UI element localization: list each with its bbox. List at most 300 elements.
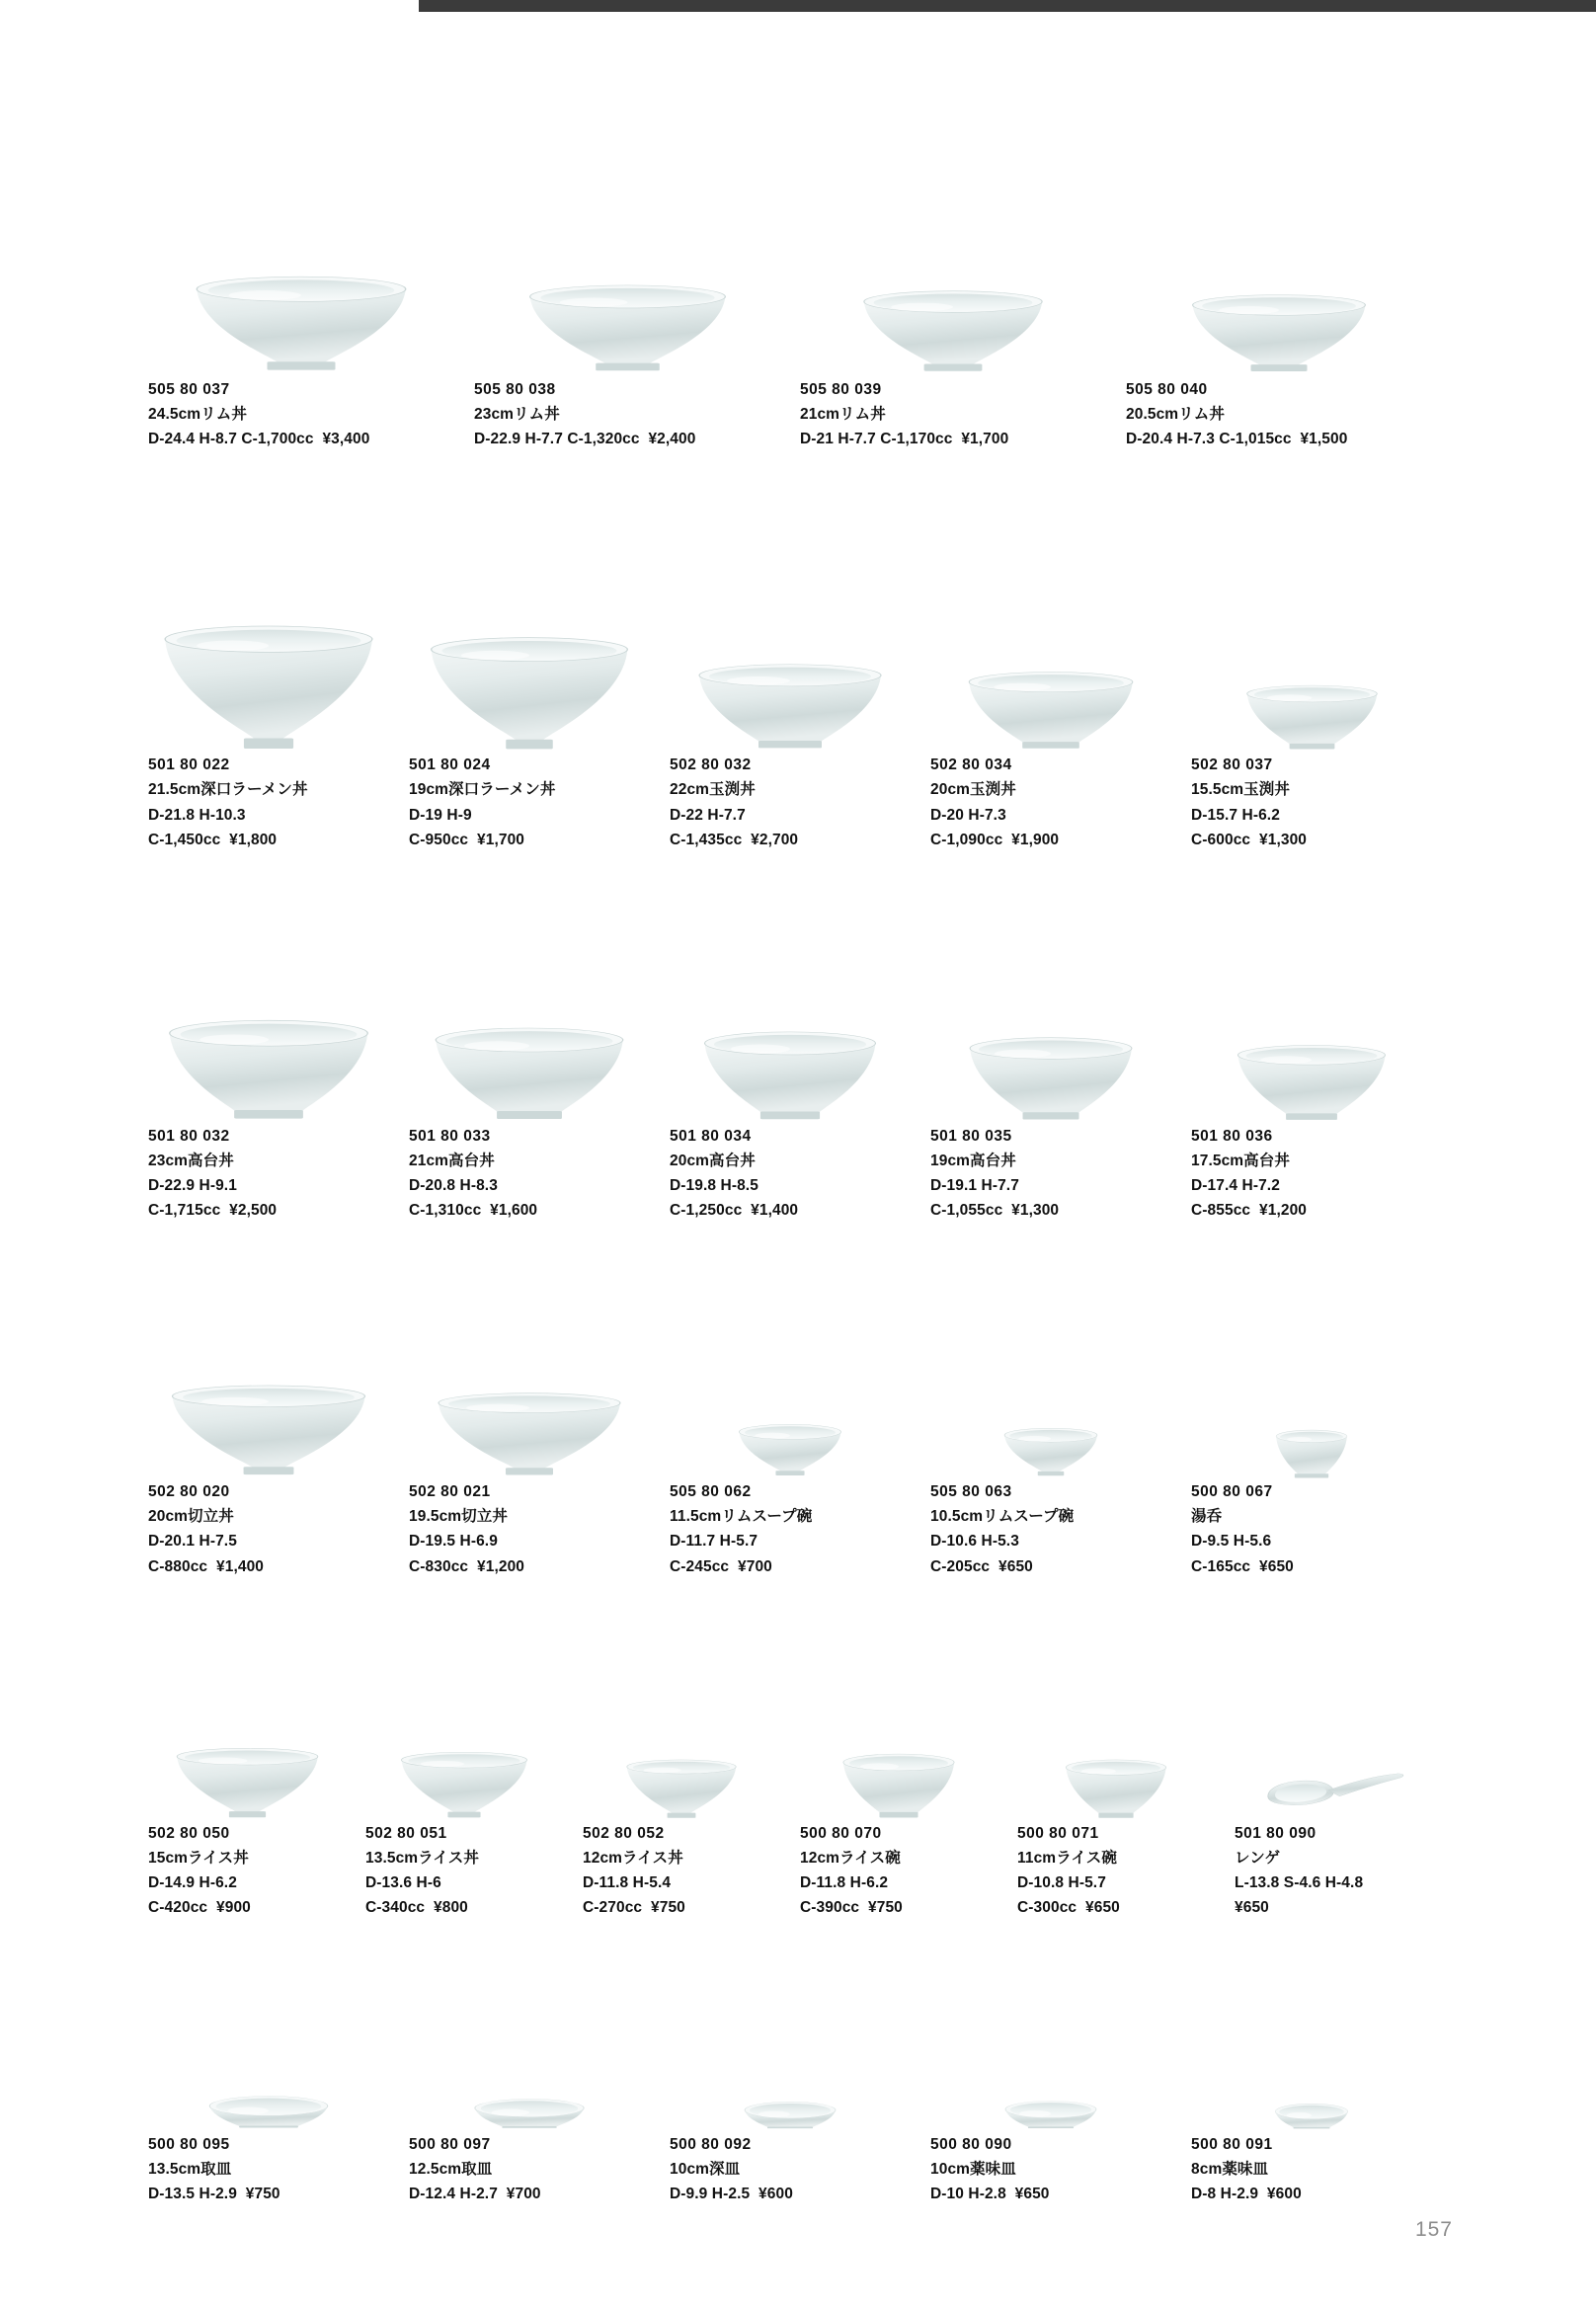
bowl-illustration: [1001, 2100, 1100, 2132]
product-capacity-price: [1235, 1895, 1442, 1920]
product-name: 20cm玉渕丼: [930, 781, 1016, 799]
product-image: [670, 2014, 911, 2132]
product-dimensions: D-24.4 H-8.7 C-1,700cc: [148, 431, 314, 448]
product-price: ¥2,400: [648, 431, 696, 448]
product-capacity: C-1,250cc: [670, 1202, 743, 1220]
product-code: 502 80 050: [148, 1824, 230, 1842]
product-dimensions: D-17.4 H-7.2: [1191, 1176, 1280, 1194]
product-price: ¥750: [868, 1898, 903, 1916]
product-price: ¥1,200: [477, 1557, 525, 1575]
product-capacity: C-420cc: [148, 1898, 208, 1916]
product-caption: [670, 1124, 920, 1223]
product-name: 11.5cmリムスープ碗: [670, 1508, 813, 1526]
product-price: ¥1,500: [1300, 431, 1348, 448]
product-image: [930, 555, 1171, 753]
product-code: 500 80 095: [148, 2136, 230, 2154]
product-image: [148, 951, 389, 1124]
product-code: 505 80 040: [1126, 381, 1208, 398]
product-code: 501 80 022: [148, 756, 230, 774]
product-image: [1191, 2014, 1432, 2132]
product-caption: [800, 377, 1116, 451]
product-dimensions: D-13.5 H-2.9: [148, 2186, 237, 2203]
product-image: [670, 951, 911, 1124]
product-price: ¥1,600: [490, 1202, 538, 1220]
product-capacity-price: [1191, 828, 1442, 852]
product-price: ¥1,800: [229, 831, 278, 848]
product-image: [1191, 1321, 1432, 1479]
product-code: 502 80 034: [930, 756, 1012, 774]
product-cell[interactable]: [148, 170, 474, 451]
product-capacity: C-245cc: [670, 1557, 730, 1575]
product-price: ¥1,400: [751, 1202, 799, 1220]
product-caption: [800, 1821, 1007, 1920]
product-code: 500 80 070: [800, 1824, 882, 1842]
product-capacity-price: [1191, 1554, 1442, 1579]
product-caption: [409, 2132, 660, 2206]
product-capacity-price: [800, 1895, 1007, 1920]
product-price: ¥1,300: [1011, 1202, 1060, 1220]
bowl-illustration: [1262, 1762, 1405, 1821]
product-capacity-price: [148, 828, 399, 852]
product-capacity-price: [583, 1895, 790, 1920]
product-price: ¥650: [1259, 1557, 1294, 1575]
product-cell[interactable]: [1191, 1321, 1452, 1578]
product-caption: [670, 2132, 920, 2206]
product-dimensions: D-19.5 H-6.9: [409, 1533, 498, 1551]
product-capacity: C-270cc: [583, 1898, 643, 1916]
product-dimensions: D-11.8 H-5.4: [583, 1873, 672, 1891]
product-cell[interactable]: [583, 1673, 800, 1920]
product-cell[interactable]: [148, 951, 409, 1223]
product-image: [409, 555, 650, 753]
product-caption: [409, 1124, 660, 1223]
bowl-illustration: [1241, 683, 1383, 753]
page-top-dark-band: [419, 0, 1596, 12]
product-dimensions: D-14.9 H-6.2: [148, 1873, 237, 1891]
product-capacity-price: [148, 1895, 356, 1920]
product-dimensions-price: [800, 427, 1116, 451]
bowl-illustration: [156, 622, 381, 753]
product-caption: [670, 1479, 920, 1578]
product-name: 15cmライス丼: [148, 1849, 249, 1867]
product-caption: [148, 1124, 399, 1223]
product-price: ¥650: [1085, 1898, 1120, 1916]
product-caption: [1191, 1124, 1442, 1223]
product-price: ¥750: [245, 2186, 280, 2203]
product-price: ¥1,700: [477, 831, 525, 848]
product-capacity-price: [148, 1198, 399, 1223]
product-cell[interactable]: [474, 170, 800, 451]
product-price: ¥700: [738, 1557, 772, 1575]
product-image: [1017, 1673, 1215, 1821]
product-caption: [365, 1821, 573, 1920]
product-caption: [409, 753, 660, 851]
product-capacity-price: [670, 1554, 920, 1579]
product-capacity-price: [409, 828, 660, 852]
product-image: [1235, 1673, 1432, 1821]
product-code: 505 80 037: [148, 381, 230, 398]
bowl-illustration: [1272, 2103, 1351, 2132]
product-dimensions: D-19.1 H-7.7: [930, 1176, 1019, 1194]
product-code: 505 80 062: [670, 1483, 752, 1501]
product-dimensions: D-19.8 H-8.5: [670, 1176, 758, 1194]
product-name: 10.5cmリムスープ碗: [930, 1508, 1075, 1526]
product-name: 10cm薬味皿: [930, 2161, 1016, 2179]
product-caption: [930, 2132, 1181, 2206]
product-cell[interactable]: [1017, 1673, 1235, 1920]
product-image: [930, 2014, 1171, 2132]
product-capacity: C-300cc: [1017, 1898, 1077, 1916]
product-capacity-price: [930, 1554, 1181, 1579]
product-name: 10cm深皿: [670, 2161, 741, 2179]
bowl-illustration: [741, 2101, 839, 2132]
product-capacity: C-1,715cc: [148, 1202, 221, 1220]
product-code: 501 80 024: [409, 756, 491, 774]
bowl-illustration: [856, 288, 1050, 377]
product-image: [583, 1673, 780, 1821]
bowl-illustration: [691, 662, 889, 753]
product-name: 12cmライス丼: [583, 1849, 683, 1867]
bowl-illustration: [431, 1391, 628, 1479]
product-name: 13.5cmライス丼: [365, 1849, 479, 1867]
product-dimensions-price: [148, 2182, 399, 2206]
product-code: 502 80 052: [583, 1824, 665, 1842]
product-caption: [1235, 1821, 1442, 1920]
product-dimensions-price: [148, 427, 464, 451]
product-dimensions-price: [670, 2182, 920, 2206]
product-caption: [148, 1479, 399, 1578]
product-code: 505 80 039: [800, 381, 882, 398]
bowl-illustration: [521, 282, 734, 377]
product-price: ¥1,900: [1011, 831, 1060, 848]
product-price: ¥1,700: [961, 431, 1009, 448]
bowl-illustration: [1232, 1043, 1392, 1124]
product-cell[interactable]: [1126, 170, 1452, 451]
product-dimensions: D-10 H-2.8: [930, 2186, 1006, 2203]
product-cell[interactable]: [148, 1321, 409, 1578]
product-capacity: C-1,090cc: [930, 831, 1003, 848]
product-price: ¥650: [1014, 2186, 1050, 2203]
product-caption: [930, 1479, 1181, 1578]
product-capacity-price: [930, 1198, 1181, 1223]
product-name: 17.5cm高台丼: [1191, 1152, 1290, 1169]
product-image: [148, 1321, 389, 1479]
product-cell[interactable]: [930, 2014, 1191, 2206]
page-top-edge: [0, 0, 1596, 12]
product-capacity-price: [365, 1895, 573, 1920]
product-dimensions: D-20.1 H-7.5: [148, 1533, 237, 1551]
product-capacity: C-1,450cc: [148, 831, 221, 848]
product-capacity-price: [930, 828, 1181, 852]
product-dimensions-price: [1191, 2182, 1442, 2206]
product-code: 501 80 090: [1235, 1824, 1317, 1842]
product-dimensions: D-22 H-7.7: [670, 806, 746, 824]
product-caption: [670, 753, 920, 851]
product-row: [148, 170, 1452, 451]
product-dimensions: D-9.5 H-5.6: [1191, 1533, 1272, 1551]
product-image: [670, 555, 911, 753]
product-code: 500 80 067: [1191, 1483, 1273, 1501]
product-name: 19.5cm切立丼: [409, 1508, 508, 1526]
product-dimensions: D-11.8 H-6.2: [800, 1873, 889, 1891]
product-capacity: C-1,310cc: [409, 1202, 482, 1220]
bowl-illustration: [1185, 292, 1373, 377]
product-code: 502 80 021: [409, 1483, 491, 1501]
product-cell[interactable]: [1191, 2014, 1452, 2206]
product-name: 20.5cmリム丼: [1126, 406, 1225, 424]
product-row: [148, 1321, 1452, 1578]
product-code: 502 80 051: [365, 1824, 447, 1842]
product-code: 505 80 038: [474, 381, 556, 398]
product-caption: [148, 377, 464, 451]
product-capacity: C-950cc: [409, 831, 469, 848]
product-dimensions: D-22.9 H-7.7 C-1,320cc: [474, 431, 640, 448]
bowl-illustration: [164, 1383, 373, 1479]
product-capacity-price: [409, 1554, 660, 1579]
product-name: 21.5cm深口ラーメン丼: [148, 781, 308, 799]
product-capacity-price: [1017, 1895, 1225, 1920]
product-capacity-price: [670, 828, 920, 852]
product-price: ¥900: [216, 1898, 251, 1916]
bowl-illustration: [161, 1017, 376, 1124]
bowl-illustration: [423, 634, 636, 753]
bowl-illustration: [697, 1029, 883, 1124]
product-cell[interactable]: [1235, 1673, 1452, 1920]
product-name: 21cmリム丼: [800, 406, 886, 424]
product-cell[interactable]: [670, 951, 930, 1223]
product-capacity: C-1,435cc: [670, 831, 743, 848]
product-cell[interactable]: [409, 2014, 670, 2206]
product-dimensions: D-15.7 H-6.2: [1191, 806, 1280, 824]
product-dimensions: D-13.6 H-6: [365, 1873, 441, 1891]
product-caption: [930, 753, 1181, 851]
product-dimensions: D-21 H-7.7 C-1,170cc: [800, 431, 953, 448]
product-capacity: C-340cc: [365, 1898, 426, 1916]
product-capacity: ¥650: [1235, 1898, 1269, 1916]
product-cell[interactable]: [670, 555, 930, 851]
bowl-illustration: [1062, 1758, 1170, 1821]
product-dimensions-price: [1126, 427, 1442, 451]
product-capacity: C-165cc: [1191, 1557, 1251, 1575]
product-cell[interactable]: [365, 1673, 583, 1920]
page-number: 157: [1414, 2218, 1453, 2241]
product-name: 12.5cm取皿: [409, 2161, 493, 2179]
product-code: 505 80 063: [930, 1483, 1012, 1501]
product-image: [800, 1673, 998, 1821]
product-capacity: C-600cc: [1191, 831, 1251, 848]
product-price: ¥2,500: [229, 1202, 278, 1220]
product-capacity-price: [1191, 1198, 1442, 1223]
product-caption: [474, 377, 790, 451]
product-capacity: C-390cc: [800, 1898, 860, 1916]
product-image: [148, 555, 389, 753]
product-caption: [1017, 1821, 1225, 1920]
product-cell[interactable]: [930, 1321, 1191, 1578]
catalog-page: [0, 12, 1596, 2307]
product-cell[interactable]: [148, 1673, 365, 1920]
product-row: [148, 2014, 1452, 2206]
product-dimensions: D-20.8 H-8.3: [409, 1176, 498, 1194]
bowl-illustration: [1273, 1428, 1350, 1479]
product-code: 502 80 032: [670, 756, 752, 774]
product-name: 12cmライス碗: [800, 1849, 901, 1867]
product-dimensions: D-11.7 H-5.7: [670, 1533, 758, 1551]
product-name: 22cm玉渕丼: [670, 781, 756, 799]
product-code: 502 80 037: [1191, 756, 1273, 774]
product-capacity: C-880cc: [148, 1557, 208, 1575]
product-name: 23cmリム丼: [474, 406, 560, 424]
product-dimensions: D-21.8 H-10.3: [148, 806, 246, 824]
product-price: ¥2,700: [751, 831, 799, 848]
product-cell[interactable]: [670, 1321, 930, 1578]
product-dimensions: D-22.9 H-9.1: [148, 1176, 237, 1194]
product-dimensions-price: [930, 2182, 1181, 2206]
product-cell[interactable]: [148, 2014, 409, 2206]
product-caption: [1191, 2132, 1442, 2206]
product-price: ¥650: [998, 1557, 1033, 1575]
bowl-illustration: [204, 2095, 333, 2132]
product-grid: [148, 170, 1452, 2206]
product-image: [930, 951, 1171, 1124]
product-name: 11cmライス碗: [1017, 1849, 1117, 1867]
bowl-illustration: [963, 1035, 1139, 1124]
product-dimensions: D-20.4 H-7.3 C-1,015cc: [1126, 431, 1292, 448]
bowl-illustration: [428, 1025, 631, 1124]
product-cell[interactable]: [409, 1321, 670, 1578]
product-price: ¥1,200: [1259, 1202, 1308, 1220]
product-code: 501 80 032: [148, 1127, 230, 1145]
product-row: [148, 555, 1452, 851]
bowl-illustration: [962, 670, 1140, 753]
product-cell[interactable]: [670, 2014, 930, 2206]
product-capacity-price: [670, 1198, 920, 1223]
product-caption: [409, 1479, 660, 1578]
product-name: 19cm高台丼: [930, 1152, 1016, 1169]
product-capacity-price: [148, 1554, 399, 1579]
product-image: [148, 1673, 346, 1821]
product-dimensions: D-8 H-2.9: [1191, 2186, 1259, 2203]
bowl-illustration: [1000, 1426, 1101, 1479]
product-image: [409, 2014, 650, 2132]
product-caption: [1191, 753, 1442, 851]
product-dimensions: D-19 H-9: [409, 806, 472, 824]
product-dimensions: D-12.4 H-2.7: [409, 2186, 498, 2203]
product-image: [148, 2014, 389, 2132]
product-cell[interactable]: [800, 170, 1126, 451]
product-dimensions: D-10.8 H-5.7: [1017, 1873, 1106, 1891]
product-image: [930, 1321, 1171, 1479]
product-image: [409, 1321, 650, 1479]
product-caption: [148, 2132, 399, 2206]
product-caption: [148, 1821, 356, 1920]
product-dimensions: L-13.8 S-4.6 H-4.8: [1235, 1873, 1364, 1891]
product-image: [409, 951, 650, 1124]
product-price: ¥600: [758, 2186, 793, 2203]
product-price: ¥750: [651, 1898, 685, 1916]
product-name: 20cm高台丼: [670, 1152, 756, 1169]
product-image: [1126, 170, 1432, 377]
product-cell[interactable]: [1191, 555, 1452, 851]
product-price: ¥1,300: [1259, 831, 1308, 848]
product-name: 13.5cm取皿: [148, 2161, 232, 2179]
bowl-illustration: [188, 274, 415, 377]
product-cell[interactable]: [409, 555, 670, 851]
product-name: 15.5cm玉渕丼: [1191, 781, 1290, 799]
product-capacity-price: [409, 1198, 660, 1223]
product-price: ¥3,400: [322, 431, 370, 448]
product-name: 21cm高台丼: [409, 1152, 495, 1169]
product-price: ¥600: [1266, 2186, 1302, 2203]
product-dimensions: D-20 H-7.3: [930, 806, 1006, 824]
product-caption: [583, 1821, 790, 1920]
product-price: ¥800: [434, 1898, 468, 1916]
bowl-illustration: [735, 1422, 845, 1479]
product-dimensions-price: [474, 427, 790, 451]
product-image: [670, 1321, 911, 1479]
product-capacity: C-830cc: [409, 1557, 469, 1575]
product-code: 500 80 092: [670, 2136, 752, 2154]
product-row: [148, 1673, 1452, 1920]
product-name: レンゲ: [1235, 1849, 1281, 1867]
product-name: 20cm切立丼: [148, 1508, 234, 1526]
product-dimensions: D-9.9 H-2.5: [670, 2186, 751, 2203]
product-name: 19cm深口ラーメン丼: [409, 781, 556, 799]
product-price: ¥1,400: [216, 1557, 265, 1575]
bowl-illustration: [622, 1758, 741, 1821]
product-cell[interactable]: [930, 555, 1191, 851]
product-cell[interactable]: [148, 555, 409, 851]
product-name: 湯呑: [1191, 1508, 1223, 1526]
product-caption: [148, 753, 399, 851]
product-code: 501 80 034: [670, 1127, 752, 1145]
product-code: 500 80 071: [1017, 1824, 1099, 1842]
product-image: [1191, 951, 1432, 1124]
product-name: 8cm薬味皿: [1191, 2161, 1269, 2179]
product-dimensions-price: [409, 2182, 660, 2206]
product-capacity: C-1,055cc: [930, 1202, 1003, 1220]
product-caption: [1126, 377, 1442, 451]
product-code: 502 80 020: [148, 1483, 230, 1501]
product-image: [474, 170, 780, 377]
product-code: 501 80 035: [930, 1127, 1012, 1145]
product-caption: [1191, 1479, 1442, 1578]
product-code: 500 80 097: [409, 2136, 491, 2154]
product-code: 501 80 033: [409, 1127, 491, 1145]
bowl-illustration: [396, 1750, 532, 1821]
product-cell[interactable]: [1191, 951, 1452, 1223]
product-dimensions: D-10.6 H-5.3: [930, 1533, 1019, 1551]
product-price: ¥700: [506, 2186, 541, 2203]
product-cell[interactable]: [409, 951, 670, 1223]
bowl-illustration: [838, 1752, 959, 1821]
product-caption: [930, 1124, 1181, 1223]
product-image: [800, 170, 1106, 377]
bowl-illustration: [470, 2098, 589, 2132]
bowl-illustration: [171, 1746, 324, 1821]
product-image: [1191, 555, 1432, 753]
product-image: [365, 1673, 563, 1821]
product-name: 23cm高台丼: [148, 1152, 234, 1169]
product-image: [148, 170, 454, 377]
product-code: 500 80 091: [1191, 2136, 1273, 2154]
product-code: 500 80 090: [930, 2136, 1012, 2154]
product-capacity: C-205cc: [930, 1557, 991, 1575]
product-cell[interactable]: [930, 951, 1191, 1223]
product-capacity: C-855cc: [1191, 1202, 1251, 1220]
product-row: [148, 951, 1452, 1223]
product-cell[interactable]: [800, 1673, 1017, 1920]
product-name: 24.5cmリム丼: [148, 406, 247, 424]
